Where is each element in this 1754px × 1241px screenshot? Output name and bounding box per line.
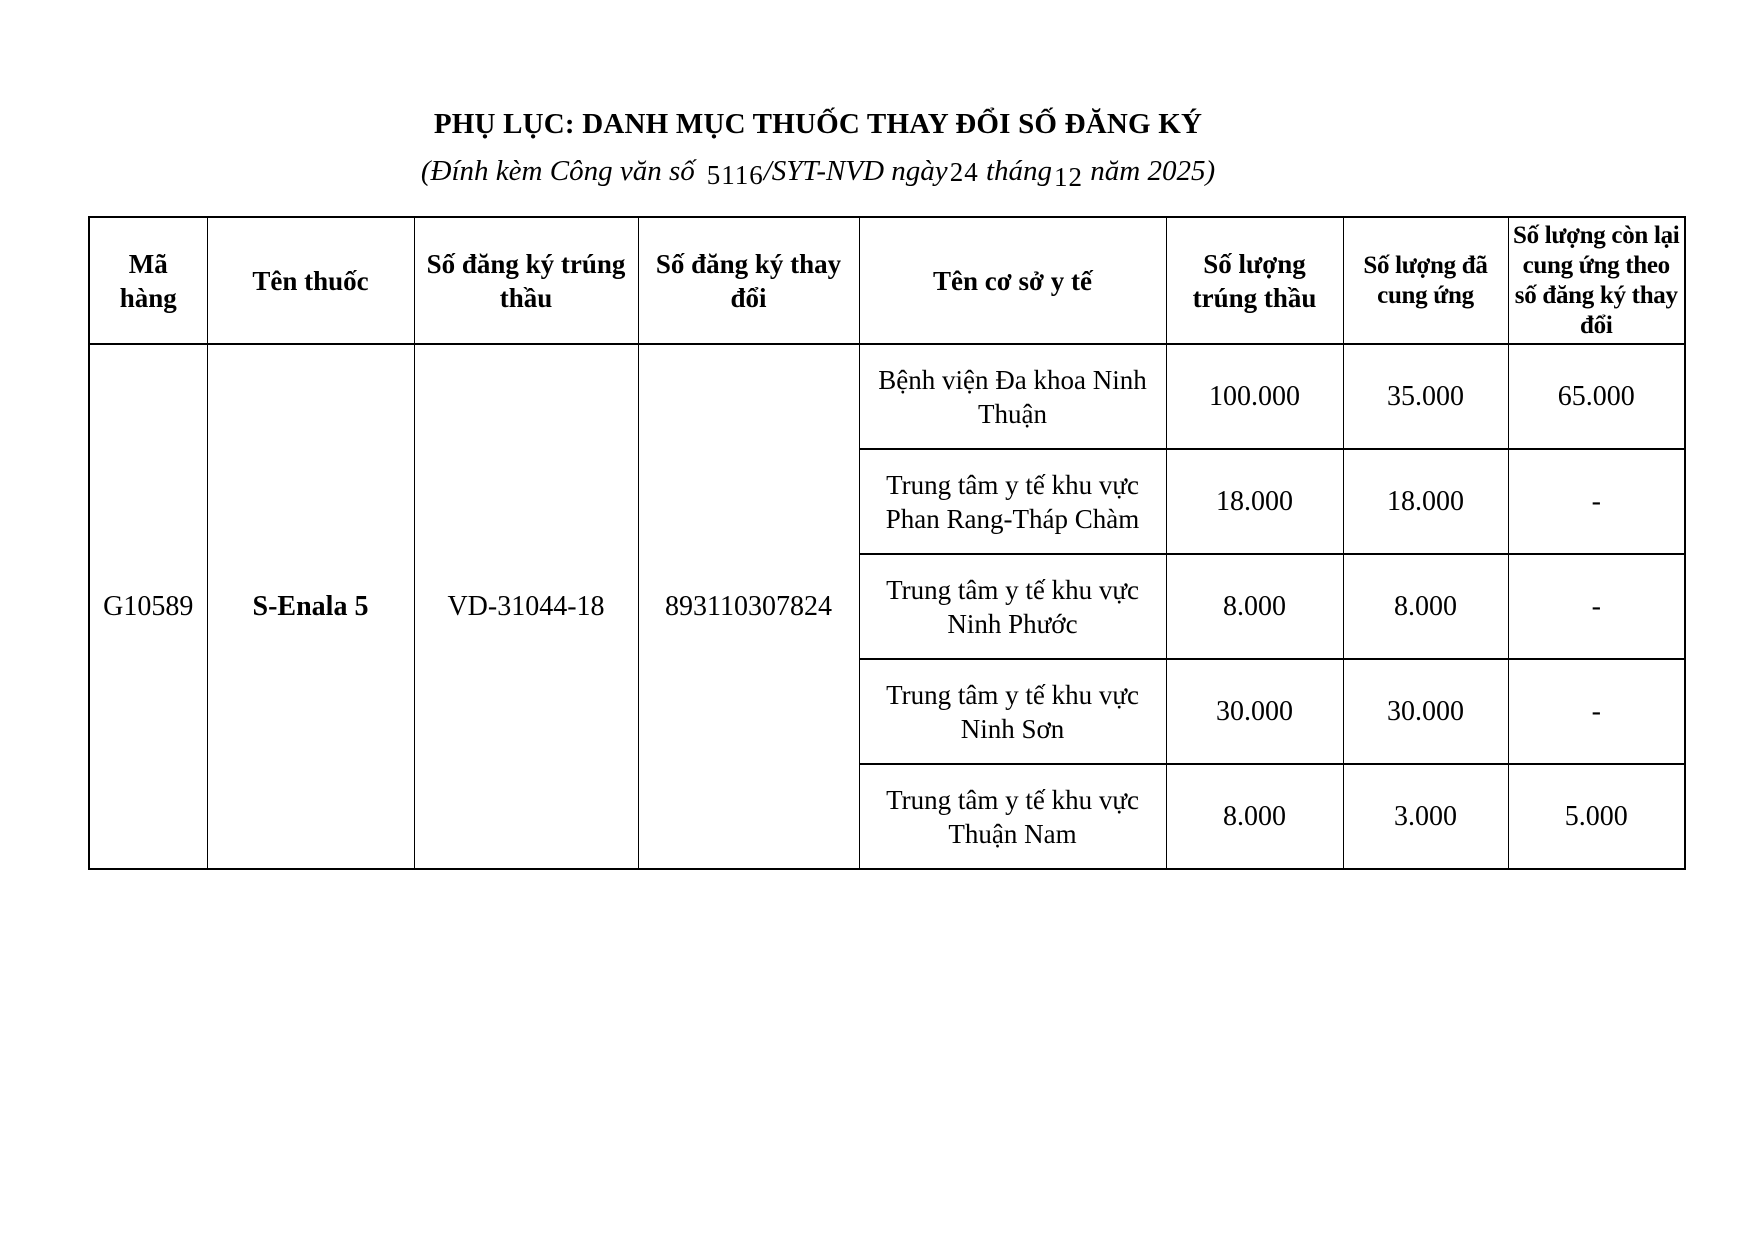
subtitle-text-org: /SYT-NVD ngày	[763, 155, 948, 187]
cell-qty-supplied: 30.000	[1343, 659, 1508, 764]
page-title: PHỤ LỤC: DANH MỤC THUỐC THAY ĐỔI SỐ ĐĂNG KÝ	[433, 108, 1203, 140]
cell-qty-supplied: 3.000	[1343, 764, 1508, 869]
cell-qty-won: 8.000	[1166, 554, 1343, 659]
cell-qty-won: 8.000	[1166, 764, 1343, 869]
document-subtitle	[88, 150, 1548, 192]
subtitle-text-month: tháng	[978, 155, 1052, 187]
cell-qty-remaining: 5.000	[1508, 764, 1685, 869]
cell-facility: Bệnh viện Đa khoa Ninh Thuận	[859, 344, 1166, 449]
cell-qty-supplied: 18.000	[1343, 449, 1508, 554]
cell-ma-hang: G10589	[89, 344, 207, 869]
subtitle-month: 12	[1054, 162, 1083, 192]
cell-qty-remaining: -	[1508, 449, 1685, 554]
cell-qty-won: 100.000	[1166, 344, 1343, 449]
facility-row	[89, 344, 1685, 449]
cell-qty-supplied: 35.000	[1343, 344, 1508, 449]
cell-facility: Trung tâm y tế khu vực Ninh Sơn	[859, 659, 1166, 764]
cell-qty-remaining: -	[1508, 554, 1685, 659]
cell-ten-thuoc: S-Enala 5	[207, 344, 414, 869]
document-heading	[88, 102, 1548, 192]
cell-qty-remaining: -	[1508, 659, 1685, 764]
column-header-so-luong-da-cung-ung: Số lượng đã cung ứng	[1343, 217, 1508, 344]
cell-qty-remaining: 65.000	[1508, 344, 1685, 449]
cell-so-dk-thay-doi: 893110307824	[638, 344, 859, 869]
cell-so-dk-trung-thau: VD-31044-18	[414, 344, 638, 869]
column-header-ten-co-so-y-te: Tên cơ sở y tế	[859, 217, 1166, 344]
cell-qty-won: 18.000	[1166, 449, 1343, 554]
table-header-row	[89, 217, 1685, 344]
cell-facility: Trung tâm y tế khu vực Thuận Nam	[859, 764, 1166, 869]
column-header-so-dk-trung-thau: Số đăng ký trúng thầu	[414, 217, 638, 344]
cell-qty-supplied: 8.000	[1343, 554, 1508, 659]
column-header-so-luong-trung-thau: Số lượng trúng thầu	[1166, 217, 1343, 344]
subtitle-day: 24	[949, 157, 979, 187]
subtitle-doc-number: 5116	[706, 160, 764, 190]
cell-facility: Trung tâm y tế khu vực Ninh Phước	[859, 554, 1166, 659]
subtitle-text-prefix: (Đính kèm Công văn số	[420, 155, 695, 187]
cell-qty-won: 30.000	[1166, 659, 1343, 764]
subtitle-text-year: năm 2025)	[1083, 155, 1216, 187]
cell-facility: Trung tâm y tế khu vực Phan Rang-Tháp Chàm	[859, 449, 1166, 554]
column-header-ten-thuoc: Tên thuốc	[207, 217, 414, 344]
drug-registration-table	[88, 216, 1686, 870]
column-header-so-dk-thay-doi: Số đăng ký thay đổi	[638, 217, 859, 344]
column-header-so-luong-con-lai: Số lượng còn lại cung ứng theo số đăng ký thay đổi	[1508, 217, 1685, 344]
column-header-ma-hang: Mã hàng	[89, 217, 207, 344]
